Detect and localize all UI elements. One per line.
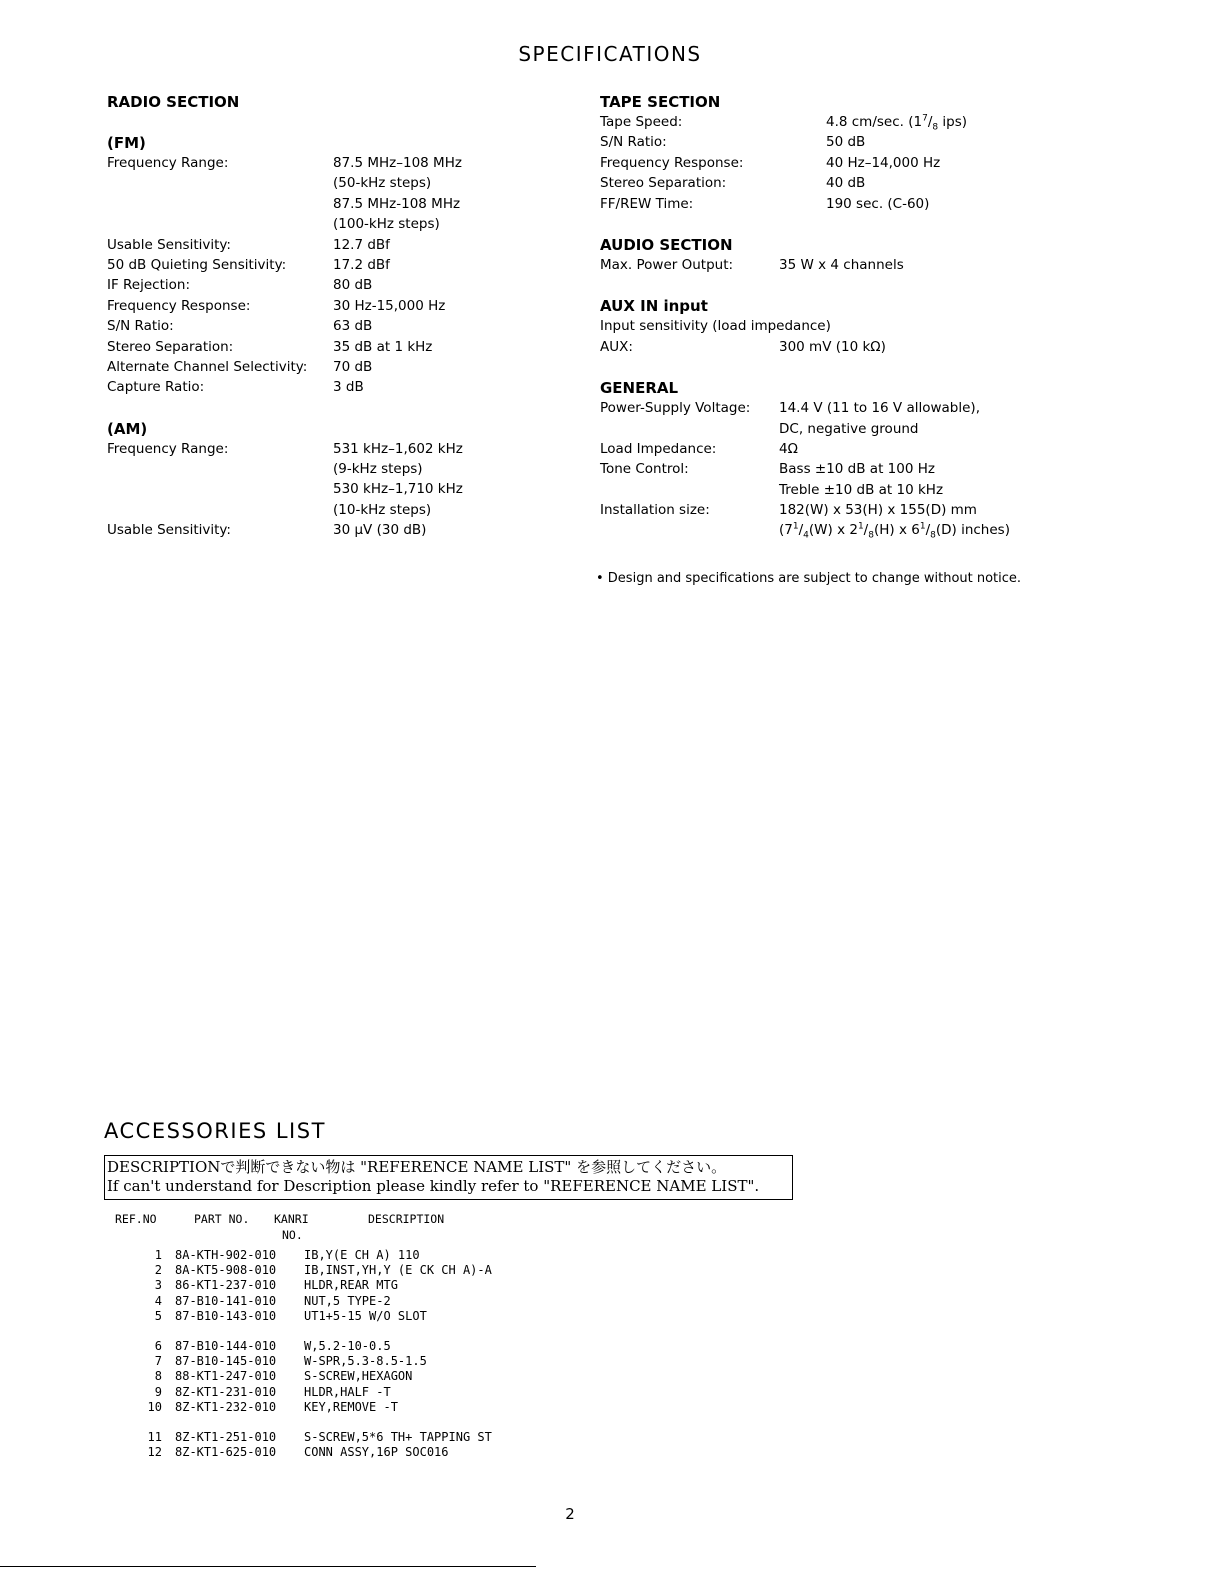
description-cell: W-SPR,5.3-8.5-1.5 <box>304 1354 427 1369</box>
spec-value: 182(W) x 53(H) x 155(D) mm <box>779 502 977 519</box>
table-row <box>130 1263 492 1278</box>
bottom-divider <box>0 1566 536 1567</box>
tape-spec-list <box>600 132 1060 214</box>
aux-note: Input sensitivity (load impedance) <box>600 318 831 335</box>
spec-value: 87.5 MHz-108 MHz <box>333 195 461 212</box>
spec-row <box>600 459 1060 479</box>
table-row <box>130 1385 492 1400</box>
spec-row <box>600 398 1060 418</box>
description-cell: UT1+5-15 W/O SLOT <box>304 1308 427 1323</box>
spec-value: (50-kHz steps) <box>333 175 432 192</box>
fm-heading: (FM) <box>107 134 146 152</box>
spec-value: DC, negative ground <box>779 420 919 437</box>
spec-row <box>600 480 1060 500</box>
spec-value: (10-kHz steps) <box>333 501 432 518</box>
spec-row <box>600 419 1060 439</box>
spec-label: Capture Ratio: <box>107 379 205 396</box>
spec-label: Installation size: <box>600 502 710 519</box>
aux-section-heading: AUX IN input <box>600 297 708 316</box>
spec-label: Power-Supply Voltage: <box>600 400 751 417</box>
spec-row <box>107 459 577 479</box>
ref-no-cell: 11 <box>147 1429 162 1444</box>
spec-value: 190 sec. (C-60) <box>826 195 930 212</box>
spec-row <box>600 194 1060 214</box>
spec-label: 50 dB Quieting Sensitivity: <box>107 256 287 273</box>
accessories-title: ACCESSORIES LIST <box>104 1119 326 1143</box>
ref-no-cell: 9 <box>154 1384 162 1399</box>
spec-value: 70 dB <box>333 358 373 375</box>
spec-value: 30 µV (30 dB) <box>333 522 427 539</box>
radio-section <box>107 92 577 541</box>
spec-row <box>107 153 577 173</box>
spec-label: Stereo Separation: <box>600 175 727 192</box>
spec-label: Tape Speed: <box>600 114 683 130</box>
spec-row <box>600 500 1060 520</box>
description-cell: NUT,5 TYPE-2 <box>304 1293 391 1308</box>
description-cell: IB,INST,YH,Y (E CK CH A)-A <box>304 1263 492 1278</box>
part-no-cell: 87-B10-143-010 <box>175 1308 277 1323</box>
spec-label: Frequency Range: <box>107 440 229 457</box>
spec-label: Tone Control: <box>600 461 689 478</box>
spec-row <box>107 377 577 397</box>
accessories-parts-list <box>130 1248 492 1460</box>
table-row <box>130 1445 492 1460</box>
table-row <box>130 1430 492 1445</box>
description-cell: IB,Y(E CH A) 110 <box>304 1248 420 1262</box>
part-no-cell: 8Z-KT1-232-010 <box>175 1399 277 1414</box>
part-no-cell: 87-B10-141-010 <box>175 1293 277 1308</box>
spec-row <box>600 132 1060 152</box>
ref-no-cell: 8 <box>154 1369 162 1384</box>
spec-label <box>107 194 333 214</box>
notice-english: If can't understand for Description please kindly refer to "REFERENCE NAME LIST". <box>107 1177 760 1195</box>
spec-value: 63 dB <box>333 318 373 335</box>
spec-label <box>107 479 333 499</box>
spec-value: 50 dB <box>826 134 866 151</box>
spec-label: Frequency Response: <box>107 297 251 314</box>
ref-no-cell: 12 <box>147 1445 162 1460</box>
part-no-cell: 87-B10-145-010 <box>175 1354 277 1369</box>
header-part-no: PART NO. <box>194 1212 250 1226</box>
spec-row <box>600 439 1060 459</box>
ref-no-cell: 6 <box>154 1338 162 1353</box>
description-cell: KEY,REMOVE -T <box>304 1399 398 1414</box>
part-no-cell: 8Z-KT1-625-010 <box>175 1445 277 1460</box>
spec-value: 4Ω <box>779 440 798 457</box>
spec-row <box>107 194 577 214</box>
description-cell: CONN ASSY,16P SOC016 <box>304 1445 449 1460</box>
fm-spec-list <box>107 153 577 398</box>
spec-value: Treble ±10 dB at 10 kHz <box>779 481 944 498</box>
part-no-cell: 87-B10-144-010 <box>175 1338 277 1353</box>
spec-value: 35 W x 4 channels <box>779 256 904 273</box>
spec-row <box>600 112 1060 132</box>
part-no-cell: 86-KT1-237-010 <box>175 1278 277 1293</box>
spec-value: 40 dB <box>826 175 866 192</box>
spec-value: 300 mV (10 kΩ) <box>779 338 886 355</box>
spec-label: Load Impedance: <box>600 440 717 457</box>
spec-row <box>107 500 577 520</box>
table-row <box>130 1339 492 1354</box>
spec-value: 40 Hz–14,000 Hz <box>826 154 941 171</box>
spec-row <box>600 255 1060 275</box>
spec-label: AUX: <box>600 338 633 355</box>
spec-label: IF Rejection: <box>107 277 191 294</box>
description-cell: W,5.2-10-0.5 <box>304 1338 391 1353</box>
spec-row <box>107 296 577 316</box>
spec-label: FF/REW Time: <box>600 195 694 212</box>
spec-row <box>107 173 577 193</box>
spec-row <box>600 337 1060 357</box>
tape-section-heading: TAPE SECTION <box>600 93 721 111</box>
spec-label: Frequency Range: <box>107 155 229 171</box>
ref-no-cell: 2 <box>154 1263 162 1278</box>
tape-section <box>600 92 1060 214</box>
spec-label <box>107 214 333 234</box>
spec-value: 3 dB <box>333 379 364 396</box>
spec-row <box>107 479 577 499</box>
spec-value: 531 kHz–1,602 kHz <box>333 440 463 457</box>
spec-row <box>107 357 577 377</box>
audio-section-heading: AUDIO SECTION <box>600 235 733 254</box>
table-row <box>130 1294 492 1309</box>
spec-label <box>107 459 333 479</box>
spec-value: 30 Hz-15,000 Hz <box>333 297 446 314</box>
spec-row <box>107 214 577 234</box>
description-cell: HLDR,HALF -T <box>304 1384 391 1399</box>
spec-row <box>600 520 1060 540</box>
spec-label <box>600 419 779 439</box>
description-cell: S-SCREW,5*6 TH+ TAPPING ST <box>304 1429 492 1444</box>
part-no-cell: 8A-KT5-908-010 <box>175 1263 277 1278</box>
part-no-cell: 8Z-KT1-251-010 <box>175 1429 277 1444</box>
installation-size-inches: ($7^1/_4(W)$ x $2^1/_8(H)$ x $6^1/_8(D)$ inches) <box>779 521 1010 542</box>
ref-no-cell: 10 <box>147 1399 162 1414</box>
audio-section <box>600 235 1060 541</box>
spec-value: 4.8 cm/sec. ($1^7/_8$ ips) <box>826 113 968 133</box>
table-row <box>130 1354 492 1369</box>
header-ref-no: REF.NO <box>115 1212 157 1226</box>
spec-change-notice: • Design and specifications are subject to change without notice. <box>596 571 1022 586</box>
spec-row <box>107 520 577 540</box>
spec-label <box>600 480 779 500</box>
radio-section-heading: RADIO SECTION <box>107 93 240 111</box>
spec-value: (100-kHz steps) <box>333 216 440 233</box>
page-title: SPECIFICATIONS <box>518 42 702 66</box>
spec-label: S/N Ratio: <box>600 134 667 151</box>
ref-no-cell: 7 <box>154 1354 162 1369</box>
spec-row <box>107 275 577 295</box>
spec-value: 12.7 dBf <box>333 236 390 253</box>
spec-row <box>600 153 1060 173</box>
spec-label: Usable Sensitivity: <box>107 522 231 539</box>
spec-value: 530 kHz–1,710 kHz <box>333 481 463 498</box>
part-no-cell: 8Z-KT1-231-010 <box>175 1384 277 1399</box>
part-no-cell: 8A-KTH-902-010 <box>175 1248 277 1262</box>
spec-value: Bass ±10 dB at 100 Hz <box>779 461 935 478</box>
spec-value: 87.5 MHz–108 MHz <box>333 155 462 171</box>
spec-label: Max. Power Output: <box>600 256 734 273</box>
ref-no-cell: 1 <box>154 1248 162 1262</box>
right-column <box>600 92 1060 541</box>
spec-value: 14.4 V (11 to 16 V allowable), <box>779 400 980 417</box>
table-row <box>130 1400 492 1415</box>
notice-japanese: DESCRIPTIONで判断できない物は "REFERENCE NAME LIST" を参照してください。 <box>107 1158 727 1176</box>
ref-no-cell: 5 <box>154 1308 162 1323</box>
spec-row <box>600 173 1060 193</box>
spec-label: Alternate Channel Selectivity: <box>107 358 308 375</box>
spec-row <box>107 316 577 336</box>
spec-value: 80 dB <box>333 277 373 294</box>
spec-row <box>107 255 577 275</box>
header-kanri: KANRI <box>274 1212 309 1226</box>
spec-row <box>107 337 577 357</box>
general-spec-list <box>600 398 1060 520</box>
ref-no-cell: 3 <box>154 1278 162 1293</box>
spec-value: (9-kHz steps) <box>333 461 423 478</box>
ref-no-cell: 4 <box>154 1293 162 1308</box>
description-cell: HLDR,REAR MTG <box>304 1278 398 1293</box>
spec-row <box>107 439 577 459</box>
header-description: DESCRIPTION <box>368 1212 445 1226</box>
spec-label <box>107 500 333 520</box>
spec-row <box>107 235 577 255</box>
general-section-heading: GENERAL <box>600 379 679 398</box>
table-row <box>130 1248 492 1263</box>
table-row <box>130 1278 492 1293</box>
part-no-cell: 88-KT1-247-010 <box>175 1369 277 1384</box>
spec-value: 17.2 dBf <box>333 256 390 273</box>
table-row <box>130 1369 492 1384</box>
am-spec-list <box>107 439 577 541</box>
spec-label: Frequency Response: <box>600 154 744 171</box>
am-heading: (AM) <box>107 419 148 438</box>
spec-label: Stereo Separation: <box>107 338 234 355</box>
spec-label: Usable Sensitivity: <box>107 236 231 253</box>
header-kanri-no: NO. <box>282 1228 303 1242</box>
reference-notice-box <box>104 1155 793 1200</box>
table-row <box>130 1309 492 1324</box>
page-number: 2 <box>565 1505 575 1523</box>
spec-label <box>107 173 333 193</box>
spec-value: 35 dB at 1 kHz <box>333 338 433 355</box>
description-cell: S-SCREW,HEXAGON <box>304 1369 413 1384</box>
spec-label: S/N Ratio: <box>107 318 174 335</box>
